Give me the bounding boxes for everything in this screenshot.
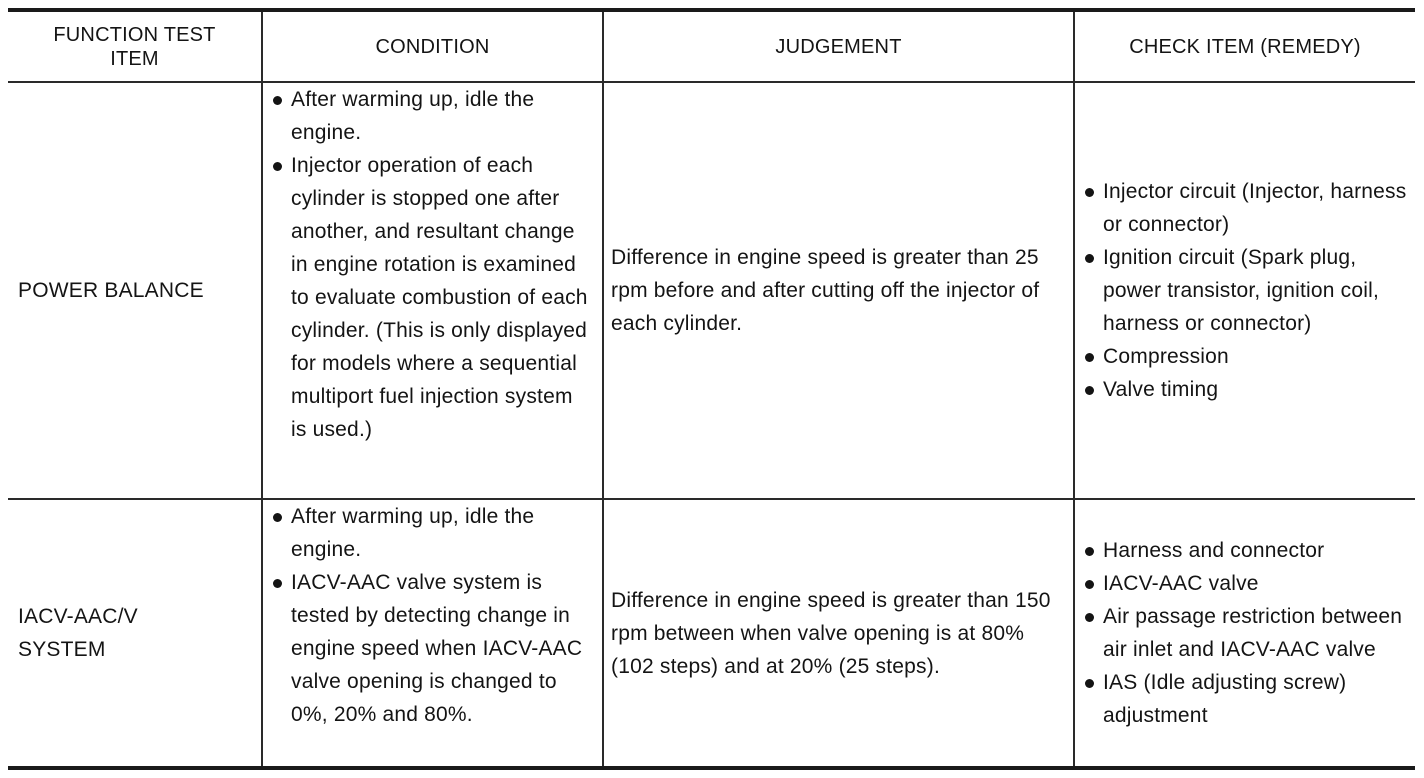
check-item-cell	[1073, 500, 1415, 766]
condition-item: Injector operation of each cylinder is stopped one after another, and resultant change in engine rotation is examined to evaluate combustion of each cylinder. (This is only displayed for models where a sequential multiport fuel injection system is used.)	[271, 149, 594, 446]
condition-cell	[261, 83, 602, 498]
bullet-dot-icon	[1085, 254, 1094, 263]
check-item: Valve timing	[1083, 373, 1407, 406]
check-item: Compression	[1083, 340, 1407, 373]
check-item: IACV-AAC valve	[1083, 567, 1407, 600]
bullet-dot-icon	[1085, 679, 1094, 688]
judgement-cell	[602, 83, 1073, 498]
judgement-text: Difference in engine speed is greater than 25 rpm before and after cutting off the injector of each cylinder.	[611, 246, 1040, 335]
header-function-test-item-line: FUNCTION TEST	[53, 23, 216, 46]
bullet-dot-icon	[1085, 188, 1094, 197]
condition-item: After warming up, idle the engine.	[271, 83, 594, 149]
bullet-dot-icon	[1085, 386, 1094, 395]
check-item: Injector circuit (Injector, harness or connector)	[1083, 175, 1407, 241]
function-test-item-label: POWER BALANCE	[18, 279, 204, 302]
table-header-row	[8, 12, 1415, 81]
bullet-dot-icon	[273, 162, 282, 171]
table-row-iacv-aac-system	[8, 498, 1415, 766]
bullet-dot-icon	[273, 96, 282, 105]
function-test-item-cell	[8, 83, 261, 498]
function-test-item-cell	[8, 500, 261, 766]
header-check-item: CHECK ITEM (REMEDY)	[1073, 12, 1415, 81]
header-function-test-item-line: ITEM	[110, 47, 159, 70]
function-test-table	[8, 8, 1415, 770]
condition-item: IACV-AAC valve system is tested by detecting change in engine speed when IACV-AAC valve opening is changed to 0%, 20% and 80%.	[271, 566, 594, 731]
condition-list	[271, 500, 594, 731]
bullet-dot-icon	[273, 579, 282, 588]
header-judgement: JUDGEMENT	[602, 12, 1073, 81]
table-row-power-balance	[8, 81, 1415, 498]
bullet-dot-icon	[1085, 580, 1094, 589]
condition-cell	[261, 500, 602, 766]
header-function-test-item	[8, 12, 261, 81]
check-item-list	[1083, 534, 1407, 732]
check-item: IAS (Idle adjusting screw) adjustment	[1083, 666, 1407, 732]
bullet-dot-icon	[273, 513, 282, 522]
judgement-cell	[602, 500, 1073, 766]
check-item: Ignition circuit (Spark plug, power transistor, ignition coil, harness or connector)	[1083, 241, 1407, 340]
bullet-dot-icon	[1085, 613, 1094, 622]
header-condition: CONDITION	[261, 12, 602, 81]
check-item: Harness and connector	[1083, 534, 1407, 567]
bullet-dot-icon	[1085, 353, 1094, 362]
check-item: Air passage restriction between air inlet and IACV-AAC valve	[1083, 600, 1407, 666]
judgement-text: Difference in engine speed is greater than 150 rpm between when valve opening is at 80% (102 steps) and at 20% (25 steps).	[611, 588, 1051, 678]
check-item-cell	[1073, 83, 1415, 498]
function-test-item-label: IACV-AAC/V	[18, 605, 138, 628]
condition-item: After warming up, idle the engine.	[271, 500, 594, 566]
check-item-list	[1083, 175, 1407, 406]
bullet-dot-icon	[1085, 547, 1094, 556]
condition-list	[271, 83, 594, 446]
function-test-item-label: SYSTEM	[18, 638, 106, 661]
